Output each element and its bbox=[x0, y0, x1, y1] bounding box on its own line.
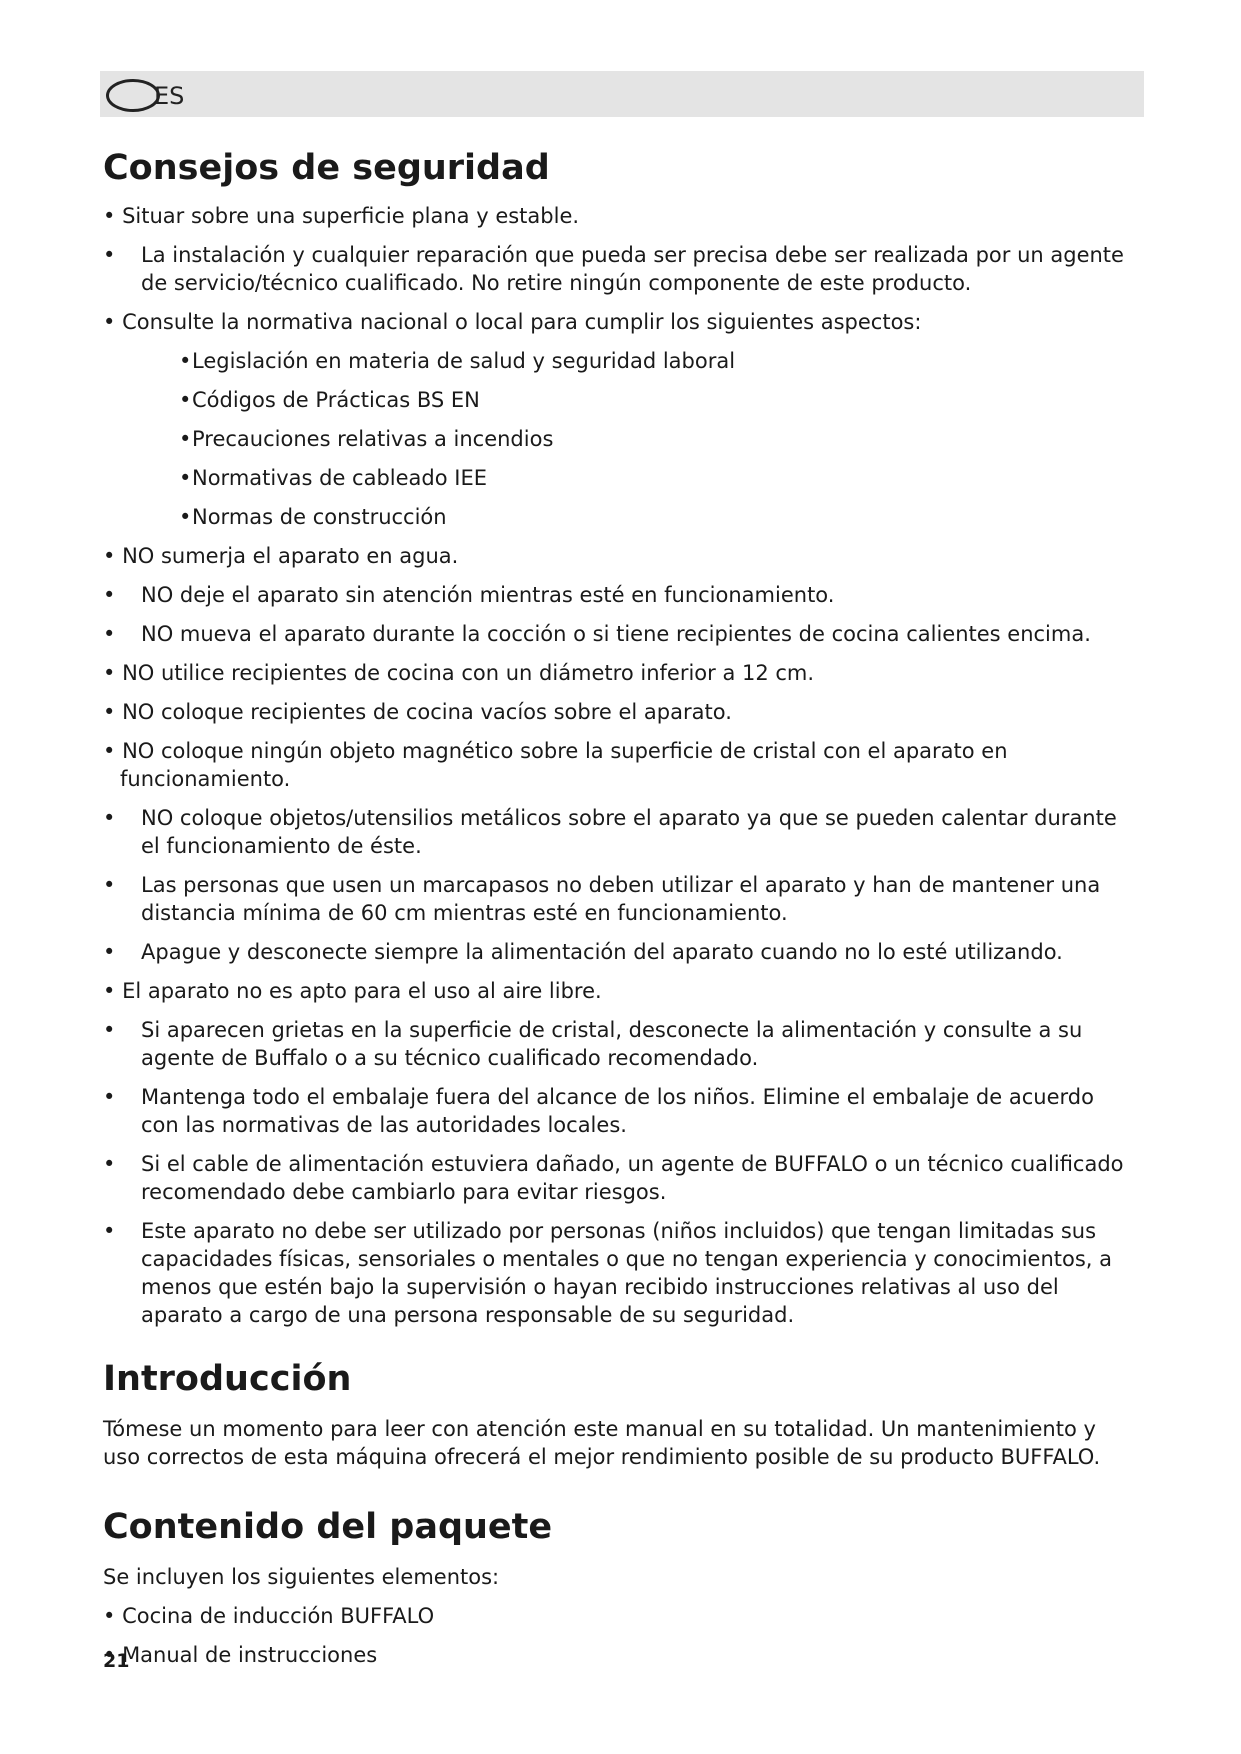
list-item: • NO coloque ningún objeto magnético sobre la superficie de cristal con el aparato en funcionamiento. bbox=[103, 737, 1133, 793]
sub-list-item: • Normativas de cableado IEE bbox=[103, 464, 1133, 492]
list-item: • Las personas que usen un marcapasos no deben utilizar el aparato y han de mantener una distancia mínima de 60 cm mientras esté en funcionamiento. bbox=[103, 871, 1133, 927]
list-item: • Si el cable de alimentación estuviera dañado, un agente de BUFFALO o un técnico cualificado recomendado debe cambiarlo para evitar riesgos. bbox=[103, 1150, 1133, 1206]
sub-list-item: • Legislación en materia de salud y seguridad laboral bbox=[103, 347, 1133, 375]
sub-list-item: • Códigos de Prácticas BS EN bbox=[103, 386, 1133, 414]
introduction-heading: Introducción bbox=[103, 1359, 352, 1399]
list-item: • Consulte la normativa nacional o local para cumplir los siguientes aspectos: bbox=[103, 308, 1133, 336]
list-item: • Mantenga todo el embalaje fuera del alcance de los niños. Elimine el embalaje de acuerdo con las normativas de las autoridades locales. bbox=[103, 1083, 1133, 1139]
list-item: • NO coloque objetos/utensilios metálicos sobre el aparato ya que se pueden calentar durante el funcionamiento de éste. bbox=[103, 804, 1133, 860]
sub-list-item: • Precauciones relativas a incendios bbox=[103, 425, 1133, 453]
list-item: • NO mueva el aparato durante la cocción o si tiene recipientes de cocina calientes encima. bbox=[103, 620, 1133, 648]
language-badge-oval bbox=[106, 79, 160, 112]
safety-list bbox=[103, 202, 1133, 1329]
list-item: • Si aparecen grietas en la superficie de cristal, desconecte la alimentación y consulte a su agente de Buffalo o a su técnico cualificado recomendado. bbox=[103, 1016, 1133, 1072]
page-number: 21 bbox=[103, 1650, 130, 1672]
list-item: • NO utilice recipientes de cocina con un diámetro inferior a 12 cm. bbox=[103, 659, 1133, 687]
language-code: ES bbox=[154, 82, 185, 110]
list-item: • Este aparato no debe ser utilizado por personas (niños incluidos) que tengan limitadas sus capacidades físicas, sensoriales o mentales o que no tengan experiencia y conocimientos, a menos que estén bajo la supervisión o hayan recibido instrucciones relativas al uso del aparato a cargo de una persona responsable de su seguridad. bbox=[103, 1217, 1133, 1329]
list-item: • NO sumerja el aparato en agua. bbox=[103, 542, 1133, 570]
contents-heading: Contenido del paquete bbox=[103, 1507, 553, 1547]
list-item: • Cocina de inducción BUFFALO bbox=[103, 1602, 1133, 1630]
list-item: • Situar sobre una superficie plana y estable. bbox=[103, 202, 1133, 230]
contents-lead: Se incluyen los siguientes elementos: bbox=[103, 1565, 500, 1589]
sub-list-item: • Normas de construcción bbox=[103, 503, 1133, 531]
list-item: • NO deje el aparato sin atención mientras esté en funcionamiento. bbox=[103, 581, 1133, 609]
contents-list bbox=[103, 1602, 1133, 1669]
list-item: • Apague y desconecte siempre la alimentación del aparato cuando no lo esté utilizando. bbox=[103, 938, 1133, 966]
list-item: • NO coloque recipientes de cocina vacíos sobre el aparato. bbox=[103, 698, 1133, 726]
page-content bbox=[103, 138, 1133, 1669]
introduction-text: Tómese un momento para leer con atención este manual en su totalidad. Un mantenimiento y uso correctos de esta máquina ofrecerá el mejor rendimiento posible de su producto BUFFALO. bbox=[103, 1417, 1101, 1469]
list-item: • El aparato no es apto para el uso al aire libre. bbox=[103, 977, 1133, 1005]
list-item: • Manual de instrucciones bbox=[103, 1641, 1133, 1669]
safety-heading: Consejos de seguridad bbox=[103, 148, 550, 188]
language-bar bbox=[100, 71, 1144, 117]
list-item: • La instalación y cualquier reparación que pueda ser precisa debe ser realizada por un agente de servicio/técnico cualificado. No retire ningún componente de este producto. bbox=[103, 241, 1133, 297]
